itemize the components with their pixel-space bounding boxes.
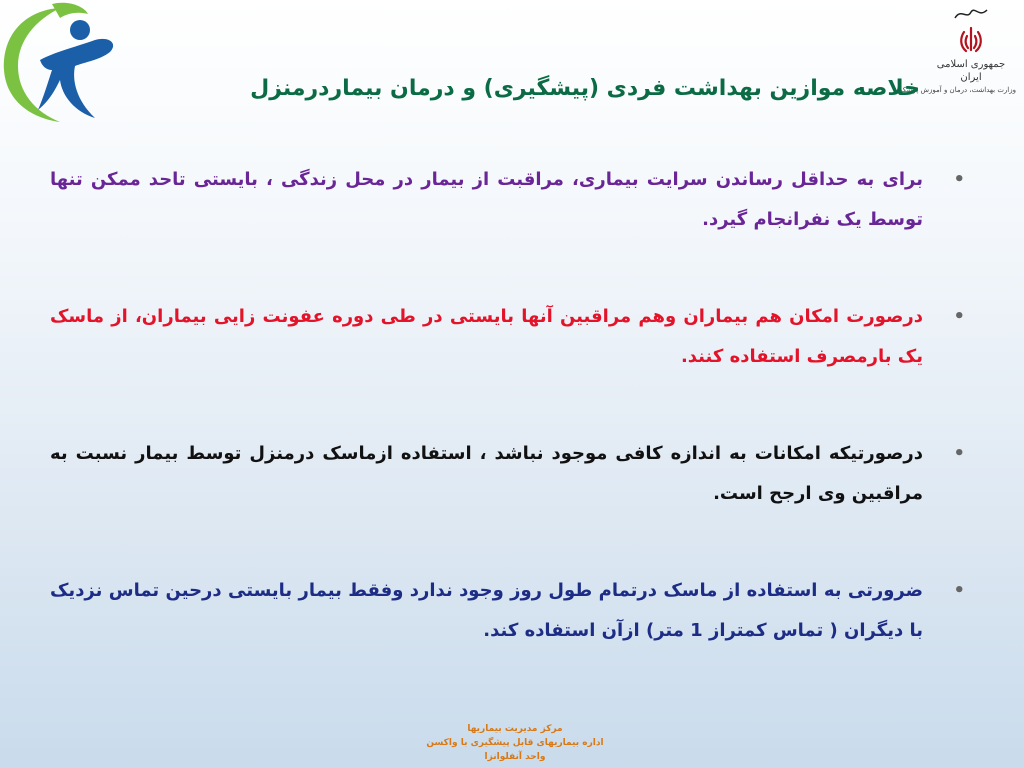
bullet-item bbox=[50, 571, 965, 651]
bullet-dot: • bbox=[953, 443, 965, 464]
bullet-dot: • bbox=[953, 306, 965, 327]
bullet-list bbox=[50, 160, 965, 708]
ministry-emblem bbox=[896, 4, 1016, 114]
bismillah-calligraphy-icon bbox=[926, 4, 1016, 26]
bullet-item bbox=[50, 297, 965, 377]
bullet-item bbox=[50, 434, 965, 514]
footer-line-3: واحد آنفلوانزا bbox=[484, 752, 546, 762]
iran-emblem-icon bbox=[926, 26, 1016, 58]
bullet-text: ضرورتی به استفاده از ماسک درتمام طول روز وجود ندارد وفقط بیمار بایستی درحین تماس نزدیک با دیگران ( تماس کمتراز 1 متر) ازآن استفاده کند. bbox=[50, 580, 923, 641]
footer-line-2: اداره بیماریهای قابل پیشگیری با واکسن bbox=[426, 738, 604, 748]
health-person-logo-icon bbox=[0, 0, 125, 125]
footer-line-1: مرکز مدیریت بیماریها bbox=[467, 724, 563, 734]
bullet-text: درصورت امکان هم بیماران وهم مراقبین آنها بایستی در طی دوره عفونت زایی بیماران، از ماسک یک بارمصرف استفاده کنند. bbox=[50, 306, 923, 367]
slide-title: خلاصه موازین بهداشت فردی (پیشگیری) و درمان بیماردرمنزل bbox=[250, 76, 920, 101]
country-name: جمهوری اسلامی ایران bbox=[936, 59, 1006, 83]
bullet-item bbox=[50, 160, 965, 240]
bullet-dot: • bbox=[953, 169, 965, 190]
bullet-text: برای به حداقل رساندن سرایت بیماری، مراقبت از بیمار در محل زندگی ، بایستی تاحد ممکن تنها توسط یک نفرانجام گیرد. bbox=[50, 169, 923, 230]
ministry-name: وزارت بهداشت، درمان و آموزش پزشکی bbox=[896, 86, 1016, 94]
footer-credit bbox=[360, 722, 670, 764]
bullet-text: درصورتیکه امکانات به اندازه کافی موجود نباشد ، استفاده ازماسک درمنزل توسط بیمار نسبت به مراقبین وی ارجح است. bbox=[50, 443, 923, 504]
bullet-dot: • bbox=[953, 580, 965, 601]
